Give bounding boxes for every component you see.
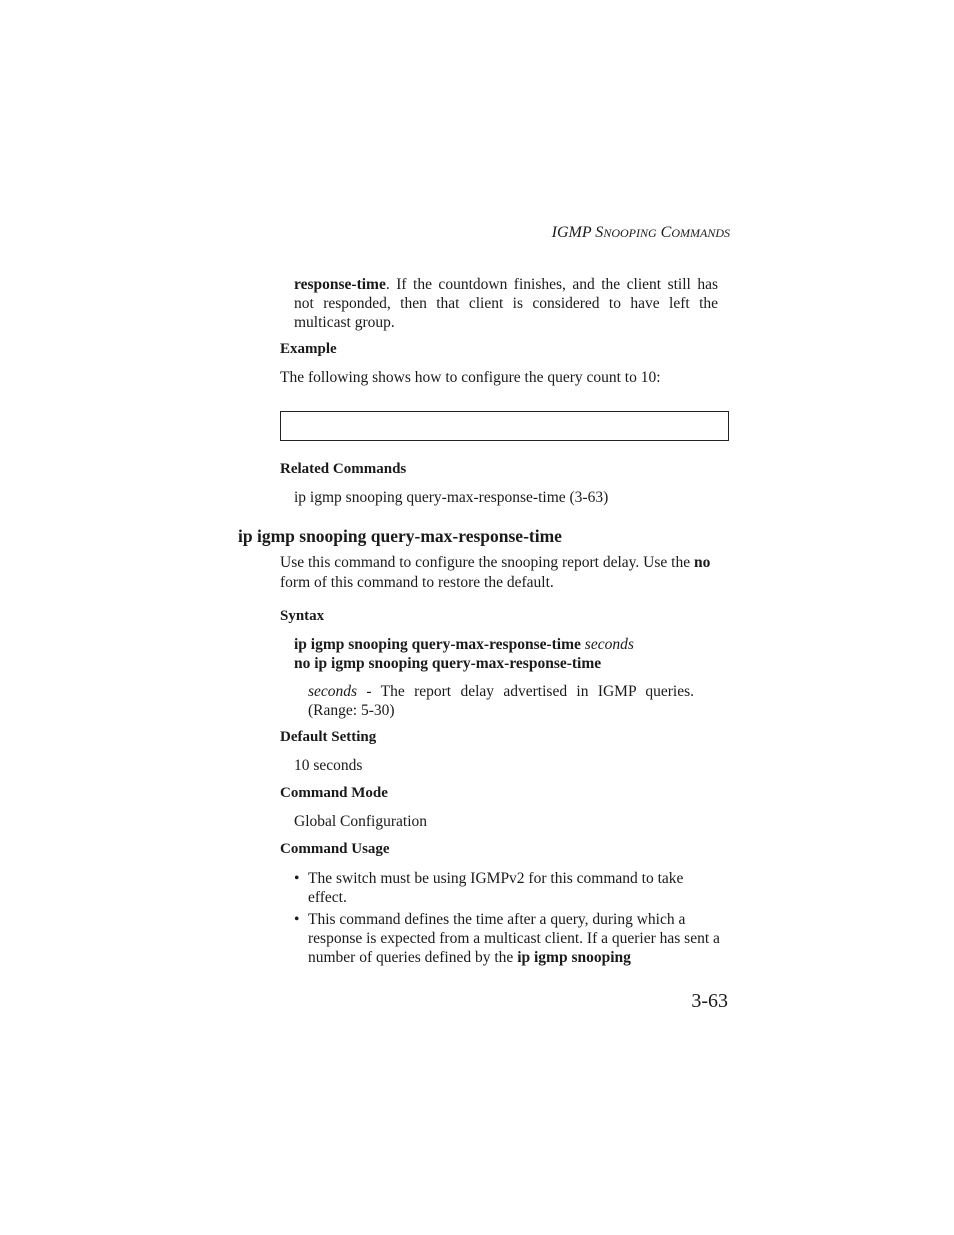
related-command-reference: ip igmp snooping query-max-response-time (3-63) xyxy=(294,489,609,506)
command-usage-heading: Command Usage xyxy=(280,841,390,857)
section-intro: Use this command to configure the snooping report delay. Use the no form of this command to restore the default. xyxy=(280,554,711,591)
syntax-command: ip igmp snooping query-max-response-time seconds xyxy=(294,636,634,653)
example-heading: Example xyxy=(280,341,337,357)
bullet-icon: • xyxy=(294,870,300,887)
usage-bullet-1: • The switch must be using IGMPv2 for this command to take effect. xyxy=(294,870,684,906)
bullet-icon: • xyxy=(294,911,300,928)
related-commands-heading: Related Commands xyxy=(280,461,407,477)
example-text: The following shows how to configure the query count to 10: xyxy=(280,369,661,386)
syntax-no-command: no ip igmp snooping query-max-response-time xyxy=(294,655,602,672)
page-number: 3-63 xyxy=(691,990,728,1012)
syntax-heading: Syntax xyxy=(280,608,325,624)
usage-bullet-2: • This command defines the time after a query, during which a response is expected from a multicast client. If a querier has sent a number of queries defined by the ip igmp snooping xyxy=(294,911,720,966)
running-header: IGMP SNOOPING COMMANDS xyxy=(551,224,730,241)
parameter-description: seconds - The report delay advertised in IGMP queries. (Range: 5-30) xyxy=(308,683,694,719)
default-setting-value: 10 seconds xyxy=(294,757,363,774)
section-title: ip igmp snooping query-max-response-time xyxy=(238,526,562,546)
default-setting-heading: Default Setting xyxy=(280,729,377,745)
continuation-paragraph: response-time. If the countdown finishes, and the client still has not responded, then that client is considered to have left the multicast group. xyxy=(294,276,718,331)
example-code-box xyxy=(280,411,729,441)
command-mode-value: Global Configuration xyxy=(294,813,428,830)
response-time-term: response-time xyxy=(294,276,386,293)
command-mode-heading: Command Mode xyxy=(280,785,388,801)
